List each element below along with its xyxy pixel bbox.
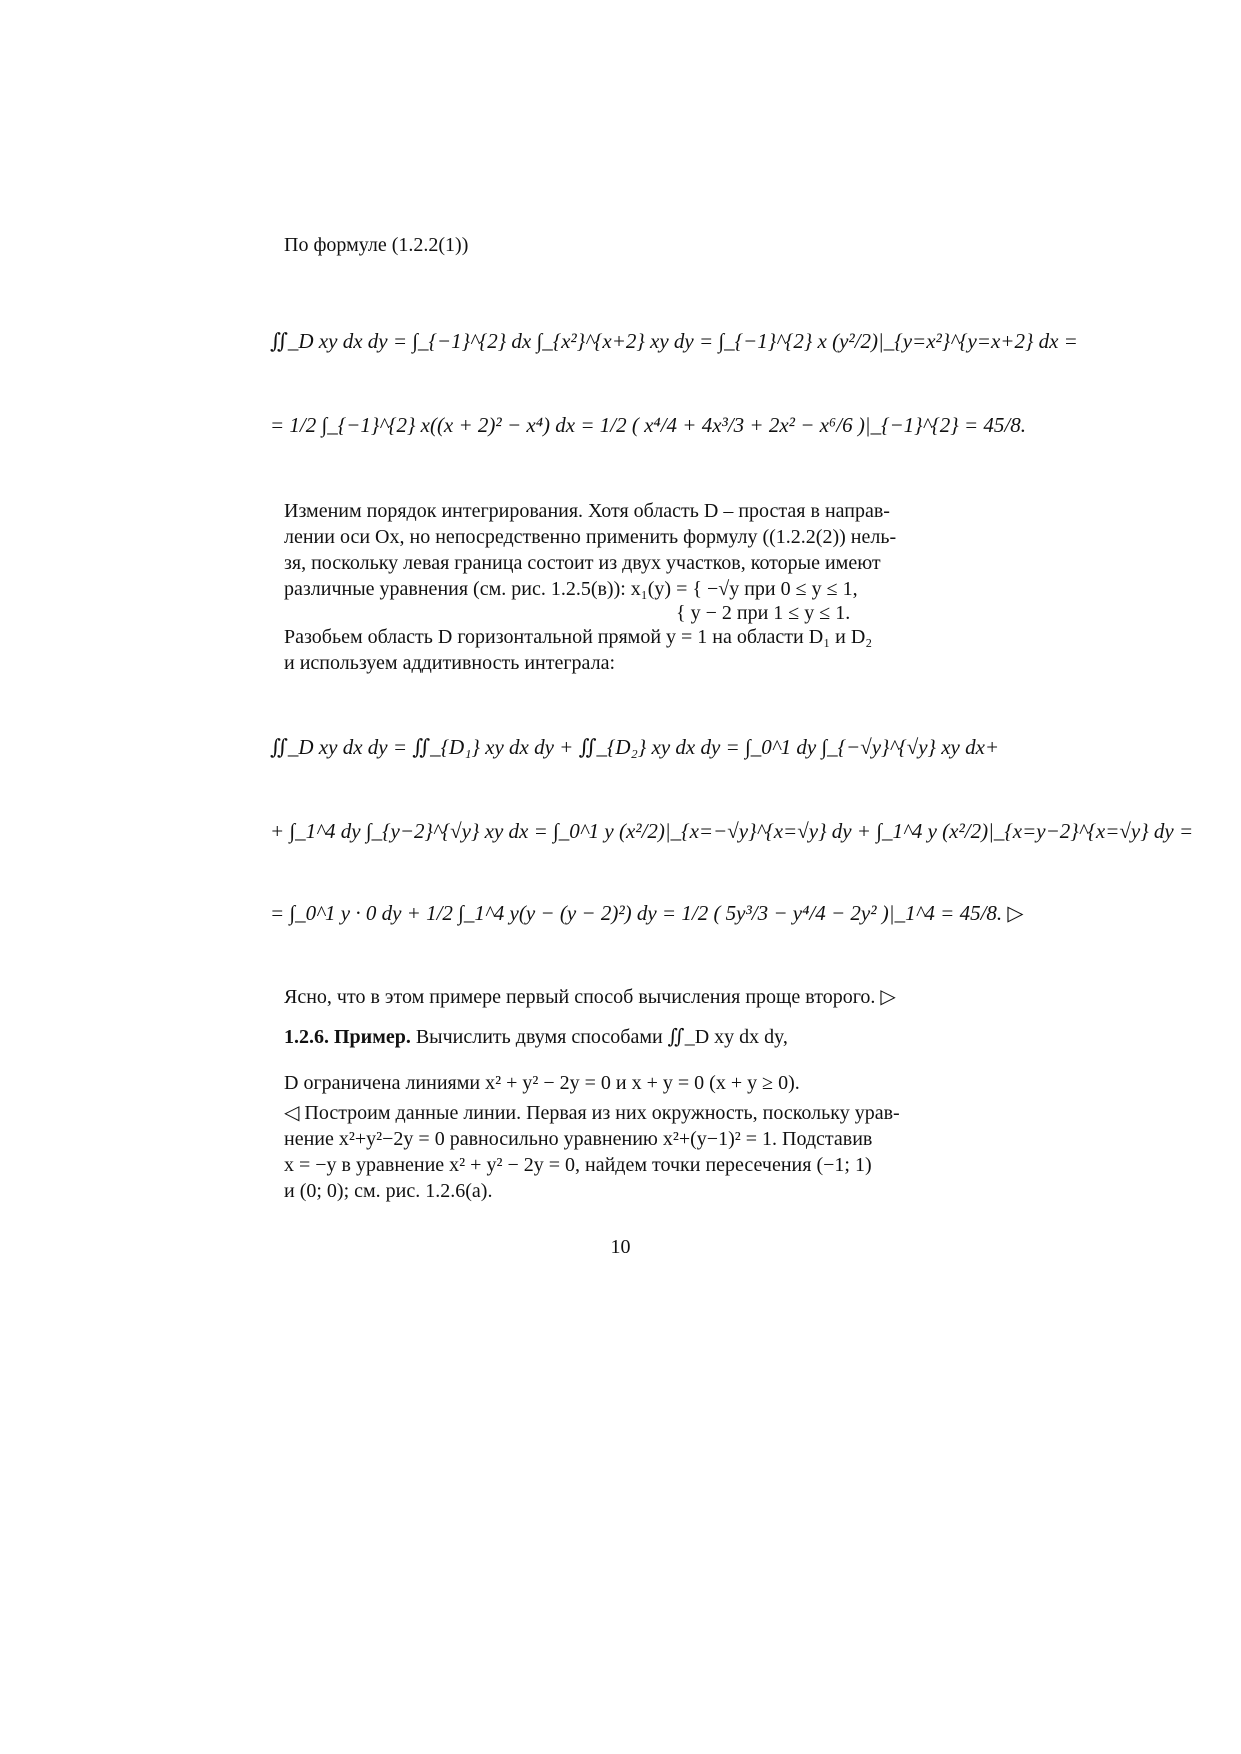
text-line: По формуле (1.2.2(1)): [284, 234, 469, 256]
formula-line: ∬_D xy dx dy = ∬_{D₁} xy dx dy + ∬_{D₂} xy dx dy = ∫_0^1 dy ∫_{−√y}^{√y} xy dx+: [270, 735, 1000, 759]
text-line: и (0; 0); см. рис. 1.2.6(а).: [284, 1180, 493, 1202]
text-line: { y − 2 при 1 ≤ y ≤ 1.: [676, 602, 851, 624]
example-label: 1.2.6. Пример.: [284, 1026, 411, 1048]
text-line: ◁ Построим данные линии. Первая из них окружность, поскольку урав-: [284, 1102, 900, 1124]
text-line: лении оси Ox, но непосредственно применить формулу ((1.2.2(2)) нель-: [284, 526, 897, 548]
text-line: Ясно, что в этом примере первый способ вычисления проще второго. ▷: [284, 986, 896, 1008]
text-line: и используем аддитивность интеграла:: [284, 652, 616, 674]
formula-line: = ∫_0^1 y · 0 dy + 1/2 ∫_1^4 y(y − (y − 2)²) dy = 1/2 ( 5y³/3 − y⁴/4 − 2y² )|_1^4 = 45/8. ▷: [270, 901, 1024, 925]
text-line: зя, поскольку левая граница состоит из двух участков, которые имеют: [284, 552, 881, 574]
text-line: нение x²+y²−2y = 0 равносильно уравнению x²+(y−1)² = 1. Подставив: [284, 1128, 873, 1150]
text-line: Изменим порядок интегрирования. Хотя область D – простая в направ-: [284, 500, 890, 522]
formula-line: + ∫_1^4 dy ∫_{y−2}^{√y} xy dx = ∫_0^1 y (x²/2)|_{x=−√y}^{x=√y} dy + ∫_1^4 y (x²/2)|_{x=y−2}^{x=√y} dy =: [270, 819, 1194, 843]
formula-line: ∬_D xy dx dy = ∫_{−1}^{2} dx ∫_{x²}^{x+2} xy dy = ∫_{−1}^{2} x (y²/2)|_{y=x²}^{y=x+2} dx =: [270, 329, 1078, 353]
example-text: Вычислить двумя способами ∬_D xy dx dy,: [415, 1026, 788, 1048]
text-line: D ограничена линиями x² + y² − 2y = 0 и x + y = 0 (x + y ≥ 0).: [284, 1072, 800, 1094]
text-line: Разобьем область D горизонтальной прямой y = 1 на области D₁ и D₂: [284, 626, 873, 648]
page-number: 10: [610, 1236, 631, 1258]
text-line: различные уравнения (см. рис. 1.2.5(в)): x₁(y) = { −√y при 0 ≤ y ≤ 1,: [284, 578, 858, 600]
text-line: x = −y в уравнение x² + y² − 2y = 0, найдем точки пересечения (−1; 1): [284, 1154, 872, 1176]
example-heading: [284, 1024, 960, 1050]
formula-line: = 1/2 ∫_{−1}^{2} x((x + 2)² − x⁴) dx = 1/2 ( x⁴/4 + 4x³/3 + 2x² − x⁶/6 )|_{−1}^{2} = 45/8.: [270, 413, 1026, 437]
